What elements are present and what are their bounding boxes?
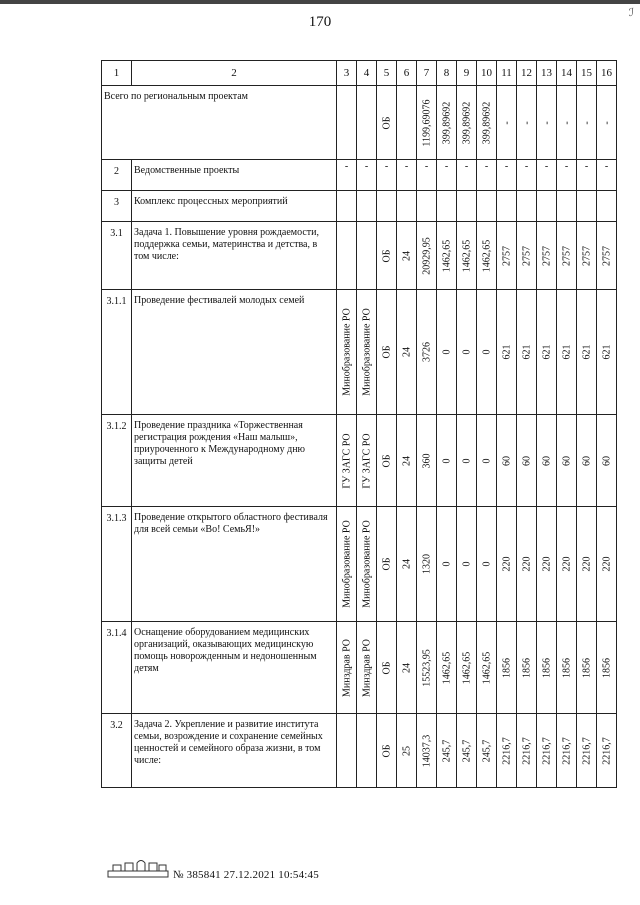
header-cell: 9	[457, 61, 477, 86]
value-cell: 60	[601, 455, 612, 466]
value-cell: 220	[501, 556, 512, 572]
header-cell: 14	[557, 61, 577, 86]
dash-cell: -	[417, 160, 437, 191]
dash-cell: -	[597, 160, 617, 191]
row-number: 3.1.1	[102, 290, 132, 415]
value-cell: 399,89692	[441, 101, 452, 144]
header-cell: 5	[377, 61, 397, 86]
value-cell: 1856	[541, 657, 552, 678]
value-cell: 15523,95	[421, 648, 432, 687]
source-cell: ОБ	[381, 116, 392, 129]
value-cell: 621	[521, 344, 532, 360]
header-cell: 7	[417, 61, 437, 86]
dash-cell: -	[601, 120, 612, 125]
source-cell: ОБ	[381, 454, 392, 467]
value-cell: 0	[441, 458, 452, 463]
header-cell: 16	[597, 61, 617, 86]
value-cell: 24	[401, 662, 412, 673]
header-cell: 1	[102, 61, 132, 86]
dash-cell: -	[561, 120, 572, 125]
row-label: Проведение фестивалей молодых семей	[132, 290, 337, 415]
row-label: Задача 2. Укрепление и развитие института семьи, возрождение и сохранение семейных ценностей и семейного образа жизни, в том числе:	[132, 714, 337, 788]
value-cell: 1856	[501, 657, 512, 678]
table-row	[102, 191, 617, 222]
header-cell: 15	[577, 61, 597, 86]
header-cell: 2	[132, 61, 337, 86]
dash-cell: -	[501, 120, 512, 125]
value-cell: 60	[501, 455, 512, 466]
dash-cell: -	[497, 160, 517, 191]
dash-cell: -	[581, 120, 592, 125]
dash-cell: -	[437, 160, 457, 191]
executor-cell: Минобразование РО	[361, 308, 372, 396]
dash-cell: -	[521, 120, 532, 125]
executor-cell: ГУ ЗАГС РО	[341, 432, 352, 489]
value-cell: 0	[481, 349, 492, 355]
value-cell: 220	[581, 556, 592, 572]
value-cell: 2216,7	[541, 736, 552, 765]
header-cell: 10	[477, 61, 497, 86]
value-cell: 399,89692	[481, 101, 492, 144]
header-cell: 8	[437, 61, 457, 86]
value-cell: 621	[581, 344, 592, 360]
row-number: 2	[102, 160, 132, 191]
value-cell: 245,7	[481, 739, 492, 762]
value-cell: 1856	[601, 657, 612, 678]
value-cell: 25	[401, 745, 412, 756]
source-cell: ОБ	[381, 249, 392, 262]
value-cell: 399,89692	[461, 101, 472, 144]
value-cell: 220	[601, 556, 612, 572]
value-cell: 2216,7	[501, 736, 512, 765]
stamp-logo-icon	[107, 857, 169, 879]
value-cell: 0	[481, 458, 492, 463]
value-cell: 2757	[521, 245, 532, 266]
source-cell: ОБ	[381, 661, 392, 674]
executor-cell: Минобразование РО	[341, 520, 352, 608]
executor-cell: Минобразование РО	[341, 308, 352, 396]
budget-table	[101, 60, 617, 788]
source-cell: ОБ	[381, 345, 392, 359]
value-cell: 0	[461, 458, 472, 463]
value-cell: 60	[541, 455, 552, 466]
value-cell: 2757	[541, 245, 552, 266]
value-cell: 24	[401, 559, 412, 569]
document-registration-footer: № 385841 27.12.2021 10:54:45	[173, 869, 319, 881]
row-label: Комплекс процессных мероприятий	[132, 191, 337, 222]
value-cell: 220	[541, 556, 552, 572]
corner-mark: ℐ	[628, 7, 634, 19]
top-border-line	[0, 0, 640, 4]
value-cell: 621	[541, 344, 552, 360]
row-label: Оснащение оборудованием медицинских организаций, оказывающих медицинскую помощь новорожденным и недоношенным детям	[132, 622, 337, 714]
executor-cell: Минобразование РО	[361, 520, 372, 608]
value-cell: 1462,65	[441, 651, 452, 684]
header-cell: 12	[517, 61, 537, 86]
value-cell: 360	[421, 453, 432, 468]
value-cell: 1462,65	[481, 239, 492, 272]
value-cell: 1856	[581, 657, 592, 678]
row-number: 3.1.2	[102, 415, 132, 507]
value-cell: 0	[481, 561, 492, 567]
row-number: 3.1	[102, 222, 132, 290]
value-cell: 2757	[501, 245, 512, 266]
value-cell: 24	[401, 347, 412, 357]
dash-cell: -	[457, 160, 477, 191]
value-cell: 220	[521, 556, 532, 572]
value-cell: 245,7	[461, 739, 472, 762]
dash-cell: -	[517, 160, 537, 191]
value-cell: 2216,7	[521, 736, 532, 765]
value-cell: 24	[401, 455, 412, 466]
value-cell: 1320	[421, 554, 432, 574]
executor-cell: Минздрав РО	[361, 638, 372, 697]
table-row	[102, 86, 617, 160]
header-cell: 6	[397, 61, 417, 86]
table-row	[102, 415, 617, 507]
dash-cell: -	[537, 160, 557, 191]
value-cell: 220	[561, 556, 572, 572]
value-cell: 0	[461, 349, 472, 355]
value-cell: 1462,65	[481, 651, 492, 684]
value-cell: 60	[521, 455, 532, 466]
value-cell: 1462,65	[441, 239, 452, 272]
value-cell: 621	[601, 344, 612, 360]
value-cell: 2216,7	[601, 736, 612, 765]
row-label: Всего по региональным проектам	[102, 86, 337, 160]
value-cell: 2216,7	[561, 736, 572, 765]
value-cell: 0	[461, 561, 472, 567]
value-cell: 0	[441, 561, 452, 567]
value-cell: 3726	[421, 342, 432, 362]
row-label: Ведомственные проекты	[132, 160, 337, 191]
source-cell: ОБ	[381, 557, 392, 571]
table-row	[102, 222, 617, 290]
dash-cell: -	[397, 160, 417, 191]
value-cell: 2757	[601, 245, 612, 266]
header-cell: 13	[537, 61, 557, 86]
row-number: 3	[102, 191, 132, 222]
value-cell: 0	[441, 349, 452, 355]
dash-cell: -	[337, 160, 357, 191]
dash-cell: -	[357, 160, 377, 191]
value-cell: 2757	[581, 245, 592, 266]
value-cell: 1856	[561, 657, 572, 678]
value-cell: 2757	[561, 245, 572, 266]
value-cell: 1462,65	[461, 239, 472, 272]
value-cell: 60	[561, 455, 572, 466]
header-cell: 11	[497, 61, 517, 86]
header-cell: 4	[357, 61, 377, 86]
dash-cell: -	[557, 160, 577, 191]
page-number: 170	[308, 14, 332, 30]
dash-cell: -	[477, 160, 497, 191]
value-cell: 245,7	[441, 739, 452, 762]
value-cell: 20929,95	[421, 236, 432, 275]
header-cell: 3	[337, 61, 357, 86]
row-label: Проведение праздника «Торжественная регистрация рождения «Наш малыш», приуроченного к Международному дню защиты детей	[132, 415, 337, 507]
source-cell: ОБ	[381, 744, 392, 757]
dash-cell: -	[541, 120, 552, 125]
executor-cell: Минздрав РО	[341, 638, 352, 697]
row-number: 3.2	[102, 714, 132, 788]
dash-cell: -	[577, 160, 597, 191]
row-number: 3.1.4	[102, 622, 132, 714]
value-cell: 60	[581, 455, 592, 466]
value-cell: 621	[561, 344, 572, 360]
value-cell: 1856	[521, 657, 532, 678]
executor-cell: ГУ ЗАГС РО	[361, 432, 372, 489]
table-row	[102, 290, 617, 415]
value-cell: 621	[501, 344, 512, 360]
header-row	[102, 61, 617, 86]
row-label: Задача 1. Повышение уровня рождаемости, поддержка семьи, материнства и детства, в том числе:	[132, 222, 337, 290]
table-row	[102, 622, 617, 714]
value-cell: 2216,7	[581, 736, 592, 765]
value-cell: 14037,3	[421, 734, 432, 767]
value-cell: 24	[401, 250, 412, 261]
value-cell: 1199,69076	[421, 98, 432, 147]
table-row	[102, 507, 617, 622]
dash-cell: -	[377, 160, 397, 191]
table-row	[102, 714, 617, 788]
value-cell: 1462,65	[461, 651, 472, 684]
table-row	[102, 160, 617, 191]
row-number: 3.1.3	[102, 507, 132, 622]
row-label: Проведение открытого областного фестиваля для всей семьи «Во! СемьЯ!»	[132, 507, 337, 622]
